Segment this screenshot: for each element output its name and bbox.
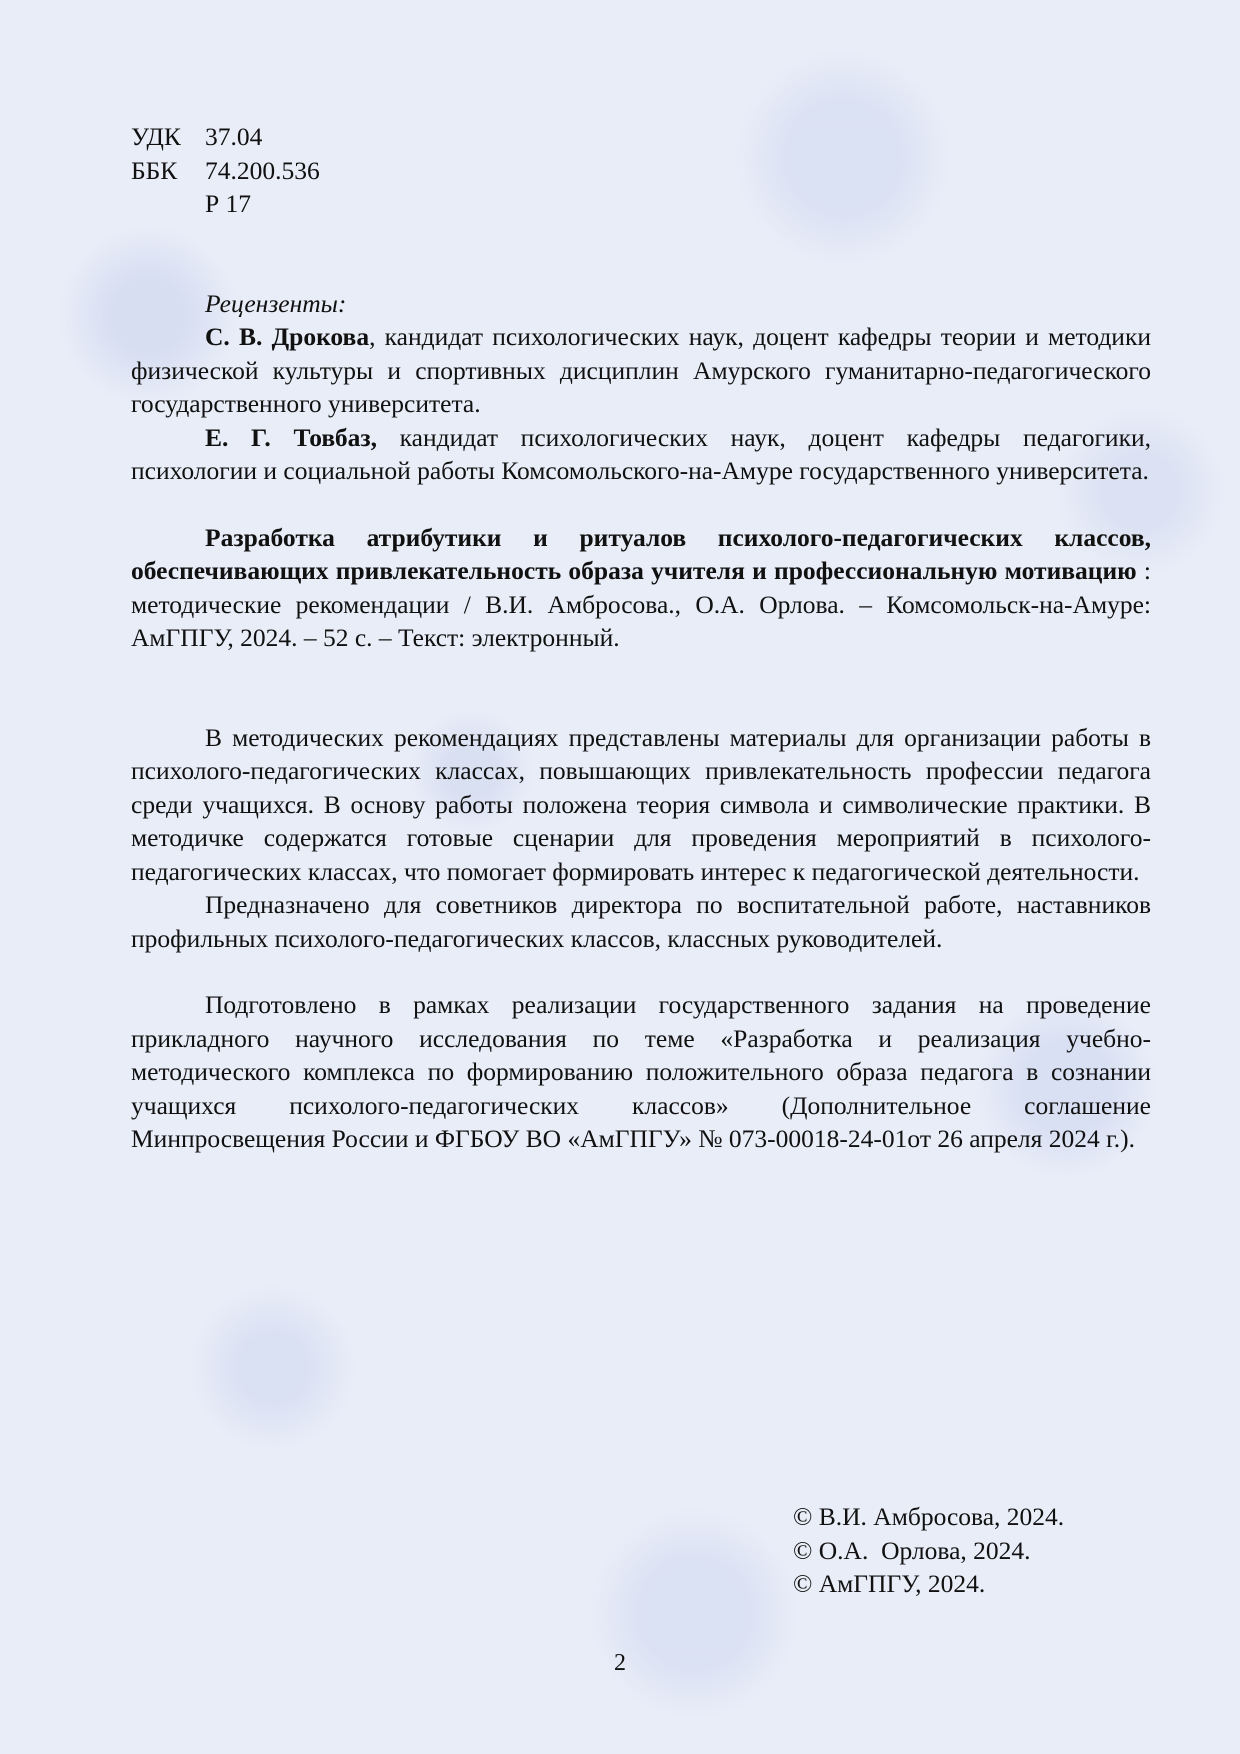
reviewer-1-name: С. В. Дрокова: [205, 322, 370, 351]
funding-note: Подготовлено в рамках реализации государственного задания на проведение прикладного научного исследования по теме «Разработка и реализация учебно-методического комплекса по формированию положительного образа педагога в сознании учащихся психолого-педагогических классов» (Дополнительное соглашение Минпросвещения России и ФГБОУ ВО «АмГПГУ» № 073-00018-24-01от 26 апреля 2024 г.).: [131, 990, 1151, 1153]
author-mark-row: [131, 187, 1151, 221]
abstract-paragraph-2: Предназначено для советников директора по воспитательной работе, наставников профильных психолого-педагогических классов, классных руководителей.: [131, 890, 1151, 953]
classification-codes: [131, 120, 1151, 221]
udk-value: 37.04: [205, 122, 263, 151]
document-page: [131, 120, 1151, 1156]
bbk-value: 74.200.536: [205, 155, 320, 185]
abstract-paragraph-1: В методических рекомендациях представлены материалы для организации работы в психолого-педагогических классах, повышающих привлекательность профессии педагога среди учащихся. В основу работы положена теория символа и символические практики. В методичке содержатся готовые сценарии для проведения мероприятий в психолого-педагогических классах, что помогает формировать интерес к педагогической деятельности.: [131, 722, 1151, 886]
bibliographic-record: [131, 521, 1151, 655]
reviewers-heading: Рецензенты:: [205, 288, 347, 318]
bbk-row: [131, 154, 1151, 188]
publication-details: : методические рекомендации / В.И. Амбросова., О.А. Орлова. – Комсомольск-на-Амуре: АмГПГУ, 2024. – 52 с. – Текст: электронный.: [131, 556, 1151, 652]
copyright-line: © АмГПГУ, 2024.: [793, 1569, 986, 1598]
publication-title: Разработка атрибутики и ритуалов психолого-педагогических классов, обеспечивающих привлекательность образа учителя и профессиональную мотивацию: [131, 522, 1151, 585]
reviewer-2-name: Е. Г. Товбаз,: [205, 422, 377, 452]
page-number: 2: [614, 1650, 626, 1676]
reviewer-1-text: , кандидат психологических наук, доцент кафедры теории и методики физической культуры и спортивных дисциплин Амурского гуманитарно-педагогического государственного университета.: [131, 322, 1151, 418]
author-mark: Р 17: [205, 189, 252, 218]
copyright-block: [793, 1500, 1064, 1601]
reviewer-1: [131, 320, 1151, 421]
reviewer-2-text: кандидат психологических наук, доцент кафедры педагогики, психологии и социальной работы Комсомольского-на-Амуре государственного университета.: [131, 422, 1151, 485]
udk-row: [131, 120, 1151, 154]
reviewer-2: [131, 421, 1151, 488]
copyright-line: © О.А. Орлова, 2024.: [793, 1535, 1031, 1565]
bbk-label: ББК: [131, 155, 178, 185]
copyright-line: © В.И. Амбросова, 2024.: [793, 1502, 1065, 1531]
udk-label: УДК: [131, 122, 181, 151]
